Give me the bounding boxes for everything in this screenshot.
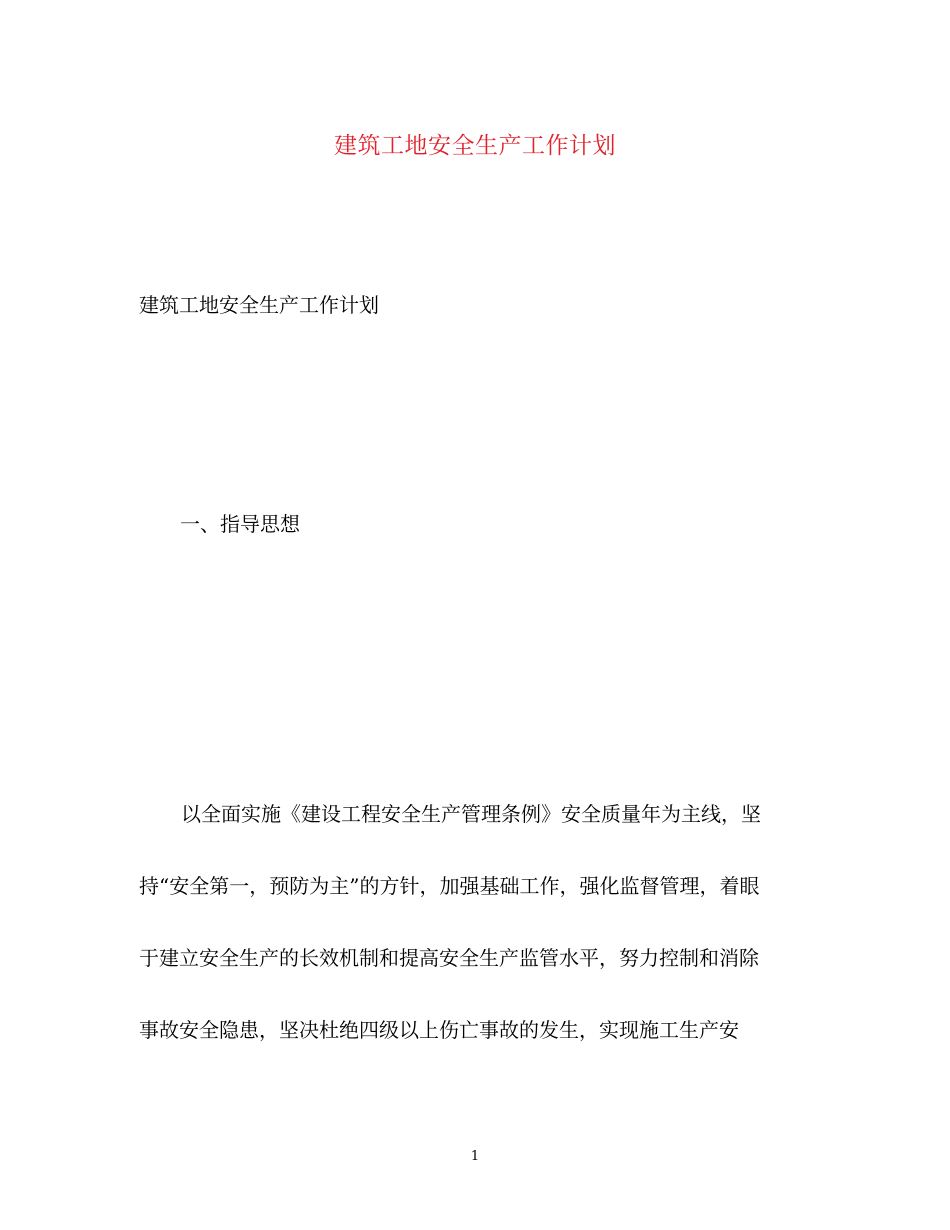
document-subtitle: 建筑工地安全生产工作计划 [139,293,379,317]
page-number: 1 [470,1149,480,1164]
document-title: 建筑工地安全生产工作计划 [334,133,616,159]
paragraph-line: 事故安全隐患，坚决杜绝四级以上伤亡事故的发生，实现施工生产安 [139,1018,739,1042]
paragraph-line: 于建立安全生产的长效机制和提高安全生产监管水平，努力控制和消除 [139,946,759,970]
section-heading: 一、指导思想 [180,512,300,536]
paragraph-line: 持“安全第一，预防为主”的方针，加强基础工作，强化监督管理，着眼 [139,874,760,898]
paragraph-line: 以全面实施《建设工程安全生产管理条例》安全质量年为主线，坚 [181,802,761,826]
